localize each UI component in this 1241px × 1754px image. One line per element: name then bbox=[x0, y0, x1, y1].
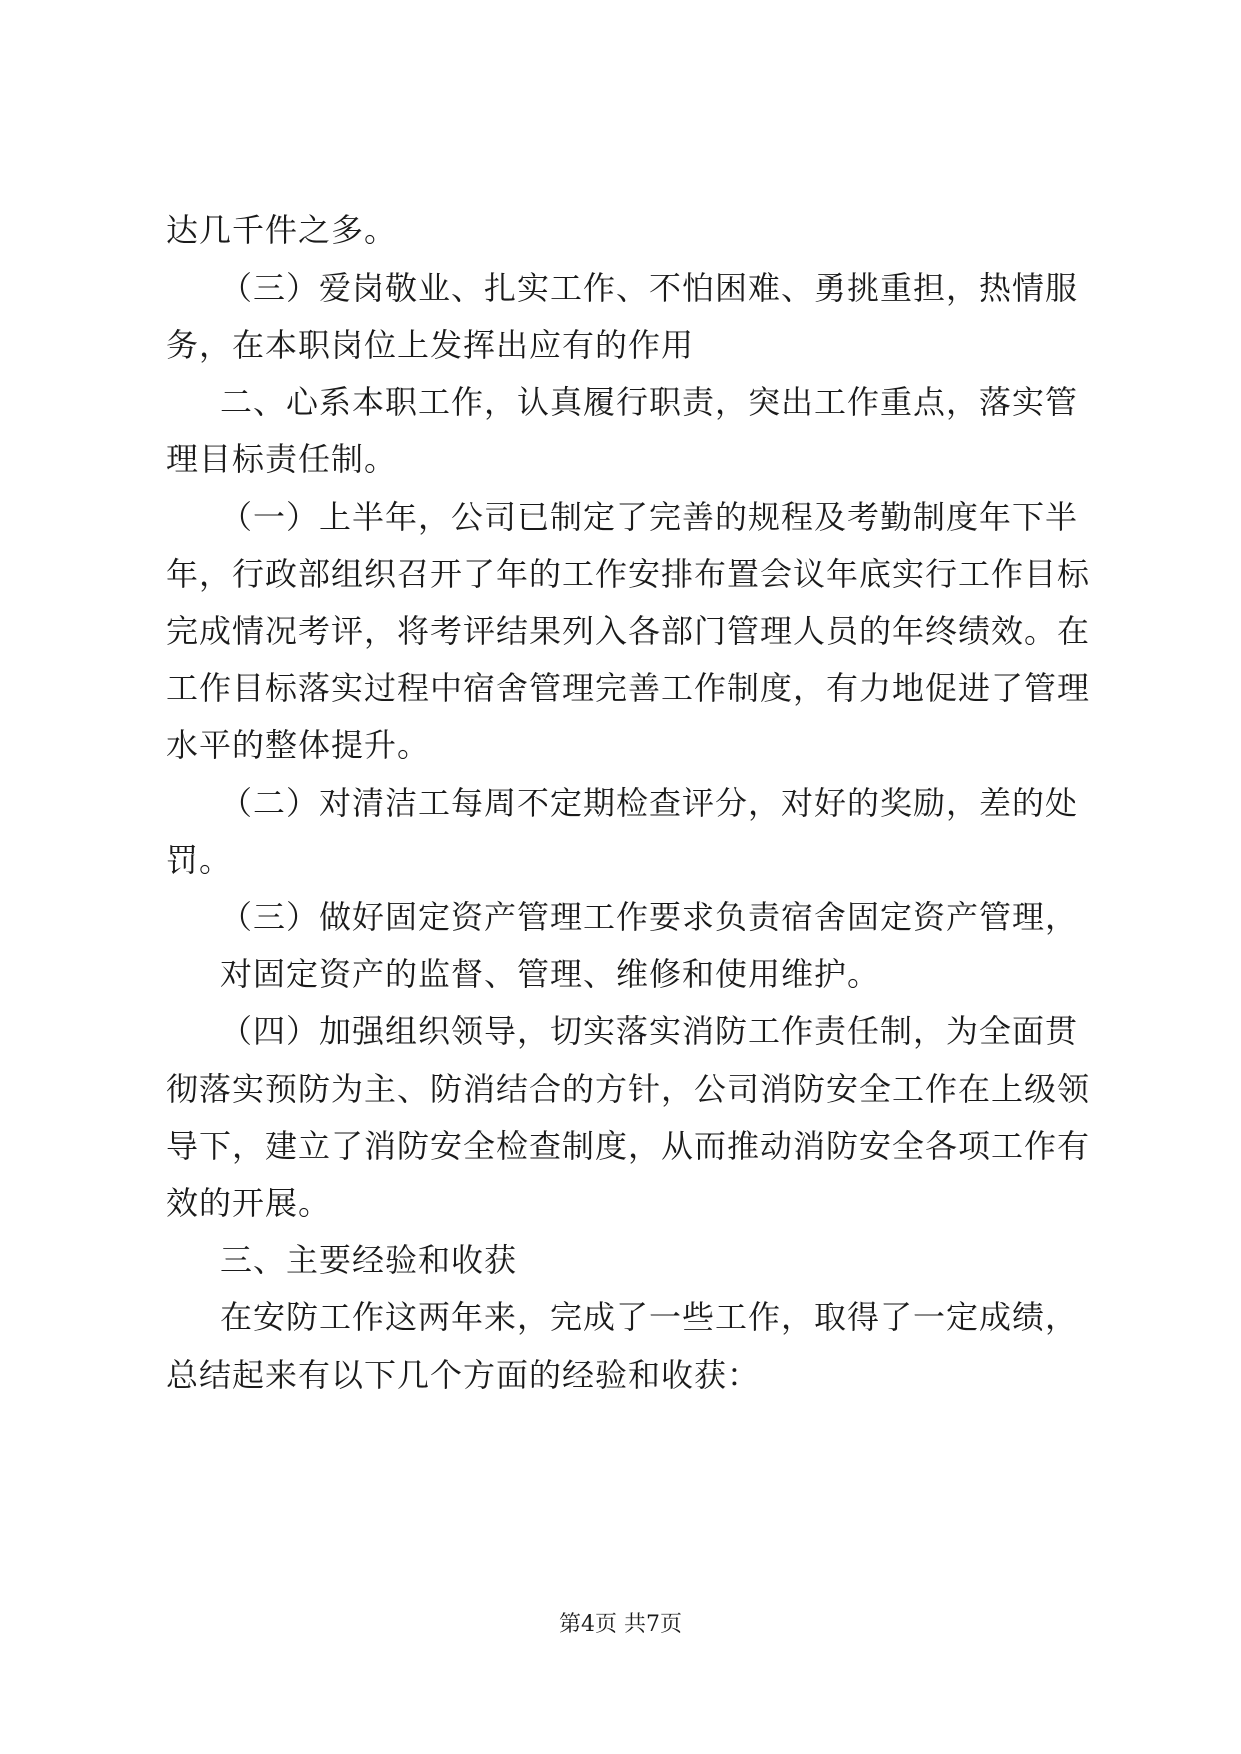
text-line: 对固定资产的监督、管理、维修和使用维护。 bbox=[220, 955, 881, 993]
text-line: 效的开展。 bbox=[166, 1184, 332, 1222]
text-line: 理目标责任制。 bbox=[166, 440, 398, 478]
text-line: 达几千件之多。 bbox=[166, 211, 398, 249]
text-line: 年，行政部组织召开了年的工作安排布置会议年底实行工作目标 bbox=[166, 555, 1091, 593]
text-line: （二）对清洁工每周不定期检查评分，对好的奖励，差的处 bbox=[220, 784, 1079, 822]
text-line: （三）爱岗敬业、扎实工作、不怕困难、勇挑重担，热情服 bbox=[220, 269, 1079, 307]
text-line: （三）做好固定资产管理工作要求负责宿舍固定资产管理， bbox=[220, 898, 1079, 936]
text-line: 完成情况考评，将考评结果列入各部门管理人员的年终绩效。在 bbox=[166, 612, 1091, 650]
text-line: 导下，建立了消防安全检查制度，从而推动消防安全各项工作有 bbox=[166, 1127, 1091, 1165]
page-number: 第4页 共7页 bbox=[559, 1612, 682, 1637]
text-line: 在安防工作这两年来，完成了一些工作，取得了一定成绩， bbox=[220, 1298, 1079, 1336]
text-line: 水平的整体提升。 bbox=[166, 726, 431, 764]
text-line: 罚。 bbox=[166, 841, 233, 879]
text-line: （一）上半年，公司已制定了完善的规程及考勤制度年下半 bbox=[220, 498, 1079, 536]
text-line: 工作目标落实过程中宿舍管理完善工作制度，有力地促进了管理 bbox=[166, 669, 1091, 707]
section-heading: 三、主要经验和收获 bbox=[220, 1241, 518, 1279]
text-line: 务，在本职岗位上发挥出应有的作用 bbox=[166, 326, 695, 364]
text-line: 彻落实预防为主、防消结合的方针，公司消防安全工作在上级领 bbox=[166, 1070, 1091, 1108]
text-line: （四）加强组织领导，切实落实消防工作责任制，为全面贯 bbox=[220, 1012, 1079, 1050]
text-line: 总结起来有以下几个方面的经验和收获： bbox=[166, 1356, 761, 1394]
text-line: 二、心系本职工作，认真履行职责，突出工作重点，落实管 bbox=[220, 383, 1079, 421]
